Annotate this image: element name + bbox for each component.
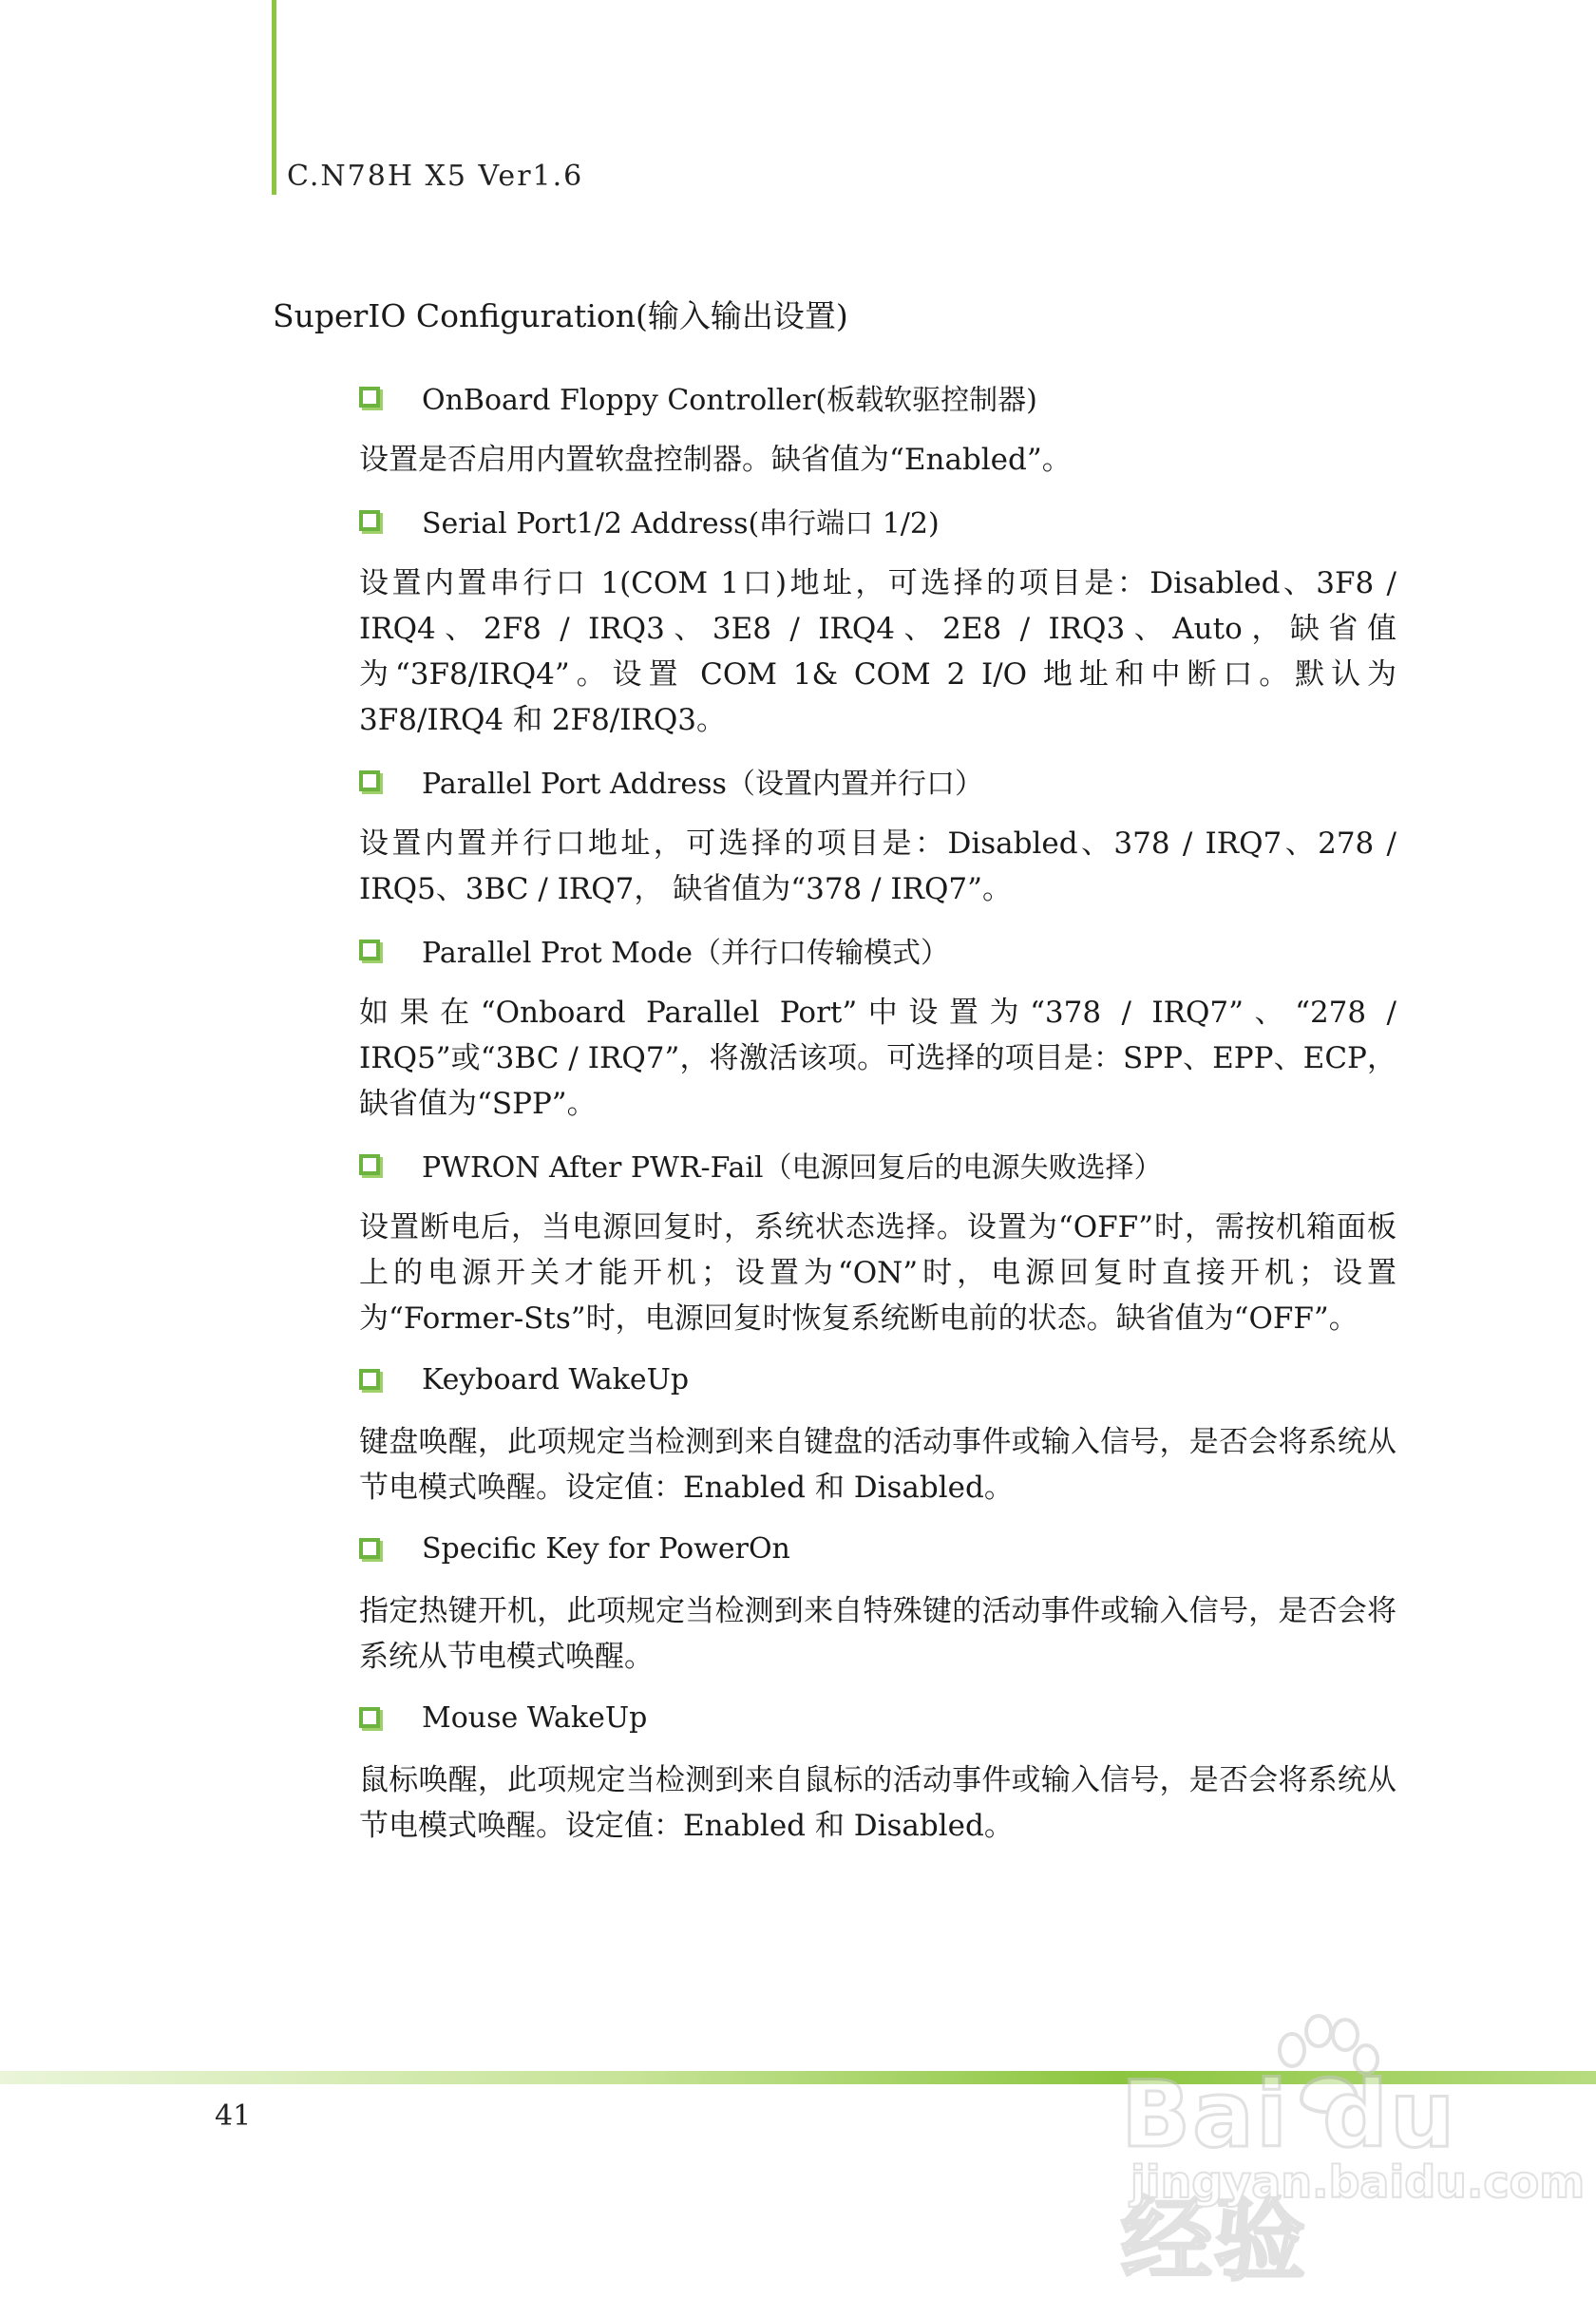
item-heading [359, 369, 1396, 426]
checkbox-bullet-icon [359, 1154, 380, 1175]
item-title: Keyboard WakeUp [422, 1362, 690, 1396]
item-description: 鼠标唤醒，此项规定当检测到来自鼠标的活动事件或输入信号，是否会将系统从节电模式唤醒。设定值：Enabled 和 Disabled。 [359, 1763, 1396, 1843]
item-description: 设置是否启用内置软盘控制器。缺省值为“Enabled”。 [359, 443, 1072, 477]
checkbox-bullet-icon [359, 1707, 380, 1728]
item-description: 设置内置并行口地址，可选择的项目是：Disabled、378 / IRQ7、278 / IRQ5、3BC / IRQ7， 缺省值为“378 / IRQ7”。 [359, 826, 1396, 906]
item-heading [359, 1351, 1396, 1408]
checkbox-bullet-icon [359, 1369, 380, 1390]
checkbox-bullet-icon [359, 387, 380, 408]
running-header: C.N78H X5 Ver1.6 [287, 160, 584, 193]
item-heading [359, 921, 1396, 978]
item-heading [359, 1136, 1396, 1193]
item-heading [359, 1689, 1396, 1746]
checkbox-bullet-icon [359, 1538, 380, 1559]
item-title: Mouse WakeUp [422, 1700, 648, 1735]
watermark-url: jingyan.baidu.com [1130, 2156, 1586, 2208]
content-body [359, 359, 1396, 1856]
item-description: 键盘唤醒，此项规定当检测到来自键盘的活动事件或输入信号，是否会将系统从节电模式唤醒。设定值：Enabled 和 Disabled。 [359, 1425, 1396, 1505]
item-description: 如果在“Onboard Parallel Port”中设置为“378 / IRQ7”、“278 / IRQ5”或“3BC / IRQ7”，将激活该项。可选择的项目是：SPP、EPP、ECP，缺省值为“SPP”。 [359, 996, 1396, 1121]
checkbox-bullet-icon [359, 510, 380, 531]
checkbox-bullet-icon [359, 770, 380, 791]
item-title: PWRON After PWR-Fail（电源回复后的电源失败选择） [422, 1151, 1163, 1185]
item-title: Parallel Prot Mode（并行口传输模式） [422, 937, 949, 970]
watermark-brand: Bai du 经验 [1121, 2061, 1457, 2293]
item-description: 设置内置串行口 1(COM 1口)地址，可选择的项目是：Disabled、3F8 / IRQ4、2F8 / IRQ3、3E8 / IRQ4、2E8 / IRQ3、Auto，缺省值为“3F8/IRQ4”。设置 COM 1& COM 2 I/O 地址和中断口。默认为 3F8/IRQ4 和 2F8/IRQ3。 [359, 566, 1396, 737]
page-number: 41 [215, 2099, 252, 2133]
item-heading [359, 492, 1396, 549]
item-heading [359, 752, 1396, 809]
item-title: Specific Key for PowerOn [422, 1531, 790, 1566]
baidu-watermark [1121, 2014, 1586, 2293]
item-title: Parallel Port Address（设置内置并行口） [422, 768, 983, 801]
item-description: 指定热键开机，此项规定当检测到来自特殊键的活动事件或输入信号，是否会将系统从节电模式唤醒。 [359, 1594, 1396, 1674]
item-title: OnBoard Floppy Controller(板载软驱控制器) [422, 384, 1037, 417]
checkbox-bullet-icon [359, 940, 380, 960]
header-accent-bar [272, 0, 276, 195]
section-title: SuperIO Configuration(输入输出设置) [273, 297, 848, 334]
item-heading [359, 1520, 1396, 1577]
item-description: 设置断电后，当电源回复时，系统状态选择。设置为“OFF”时，需按机箱面板上的电源开关才能开机；设置为“ON”时，电源回复时直接开机；设置为“Former-Sts”时，电源回复时恢复系统断电前的状态。缺省值为“OFF”。 [359, 1210, 1396, 1336]
item-title: Serial Port1/2 Address(串行端口 1/2) [422, 507, 940, 541]
